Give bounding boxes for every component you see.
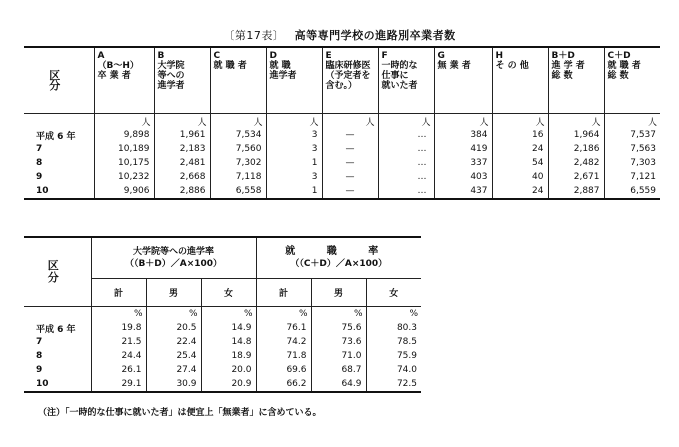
table-title-text: 高等専門学校の進路別卒業者数 xyxy=(294,29,456,42)
unit-cell: 人 xyxy=(154,114,210,129)
footnote: （注）「一時的な仕事に就いた者」は便宜上「無業者」に含めている。 xyxy=(38,408,322,418)
table-cell: 68.7 xyxy=(311,363,366,377)
table-cell: 2,482 xyxy=(548,156,604,170)
table-cell: 54 xyxy=(492,156,548,170)
table-cell: 24.4 xyxy=(91,349,146,363)
table-cell: 27.4 xyxy=(146,363,201,377)
row-label-header: 区 分 xyxy=(24,47,94,114)
table-cell: 7,563 xyxy=(604,142,660,156)
column-header-cd: C＋D 就 職 者 総 数 xyxy=(604,47,660,114)
unit-cell: 人 xyxy=(434,114,492,129)
table-cell: 66.2 xyxy=(256,377,311,392)
table-cell: 10,189 xyxy=(94,142,154,156)
table-cell: 7,121 xyxy=(604,170,660,184)
table-cell: 3 xyxy=(266,128,322,142)
table-cell: 3 xyxy=(266,170,322,184)
graduates-by-path-table xyxy=(24,46,660,200)
table-cell: — xyxy=(322,156,378,170)
table-cell: 80.3 xyxy=(366,321,421,335)
unit-row xyxy=(24,307,421,322)
table-cell: 7,560 xyxy=(210,142,266,156)
group-formula: （（B＋D）／A×100） xyxy=(124,259,223,269)
group-header-row xyxy=(24,237,421,279)
table-cell: … xyxy=(378,128,434,142)
table-cell: 2,671 xyxy=(548,170,604,184)
subcol-total: 計 xyxy=(256,279,311,307)
table-cell: 78.5 xyxy=(366,335,421,349)
table-cell: … xyxy=(378,156,434,170)
unit-cell: 人 xyxy=(548,114,604,129)
table-cell: 18.9 xyxy=(201,349,256,363)
table-cell: 7,537 xyxy=(604,128,660,142)
row-label: 7 xyxy=(36,144,43,154)
table-cell: 437 xyxy=(434,184,492,199)
table-cell: … xyxy=(378,184,434,199)
table-cell: 1 xyxy=(266,156,322,170)
table-cell: 10,232 xyxy=(94,170,154,184)
table-cell: 71.0 xyxy=(311,349,366,363)
table-cell: 30.9 xyxy=(146,377,201,392)
column-header-f: F 一時的な 仕事に 就いた者 xyxy=(378,47,434,114)
column-header-b: B 大学院 等への 進学者 xyxy=(154,47,210,114)
table-row xyxy=(24,363,421,377)
table-row xyxy=(24,335,421,349)
row-label: 8 xyxy=(36,351,43,361)
table-row xyxy=(24,142,660,156)
table-cell: 72.5 xyxy=(366,377,421,392)
row-label: 7 xyxy=(36,337,43,347)
group-title: 大学院等への進学率 xyxy=(132,247,214,257)
table-cell: 73.6 xyxy=(311,335,366,349)
table-cell: 21.5 xyxy=(91,335,146,349)
unit-row xyxy=(24,114,660,129)
table-cell: 419 xyxy=(434,142,492,156)
table-cell: — xyxy=(322,142,378,156)
table-cell: 75.6 xyxy=(311,321,366,335)
table-cell: 9,898 xyxy=(94,128,154,142)
table-cell: — xyxy=(322,184,378,199)
table-cell: 64.9 xyxy=(311,377,366,392)
table-cell: 76.1 xyxy=(256,321,311,335)
unit-cell: 人 xyxy=(492,114,548,129)
table-cell: 7,302 xyxy=(210,156,266,170)
table-cell: — xyxy=(322,128,378,142)
table-cell: 3 xyxy=(266,142,322,156)
table-cell: 1,964 xyxy=(548,128,604,142)
group-header-advancement xyxy=(91,237,256,279)
row-label-header: 区 分 xyxy=(24,237,91,307)
table-cell: … xyxy=(378,170,434,184)
subcol-female: 女 xyxy=(366,279,421,307)
subcol-male: 男 xyxy=(311,279,366,307)
table-cell: 1,961 xyxy=(154,128,210,142)
row-label: 平成 6 年 xyxy=(36,324,76,335)
table-row xyxy=(24,128,660,142)
column-header-c: C 就 職 者 xyxy=(210,47,266,114)
unit-cell: % xyxy=(256,307,311,322)
table-cell: 20.5 xyxy=(146,321,201,335)
table-cell: 19.8 xyxy=(91,321,146,335)
table-row xyxy=(24,321,421,335)
table-cell: 2,186 xyxy=(548,142,604,156)
table-number: 〔第17表〕 xyxy=(223,29,285,42)
table-cell: 24 xyxy=(492,142,548,156)
table-cell: 403 xyxy=(434,170,492,184)
table-cell: 14.8 xyxy=(201,335,256,349)
table-header-row xyxy=(24,47,660,114)
advancement-rate-table xyxy=(24,236,421,393)
subcol-male: 男 xyxy=(146,279,201,307)
group-header-employment xyxy=(256,237,421,279)
table-cell: 69.6 xyxy=(256,363,311,377)
table-cell: 2,887 xyxy=(548,184,604,199)
table-cell: 7,118 xyxy=(210,170,266,184)
table-cell: 75.9 xyxy=(366,349,421,363)
column-header-bd: B＋D 進 学 者 総 数 xyxy=(548,47,604,114)
unit-cell: 人 xyxy=(604,114,660,129)
unit-cell: 人 xyxy=(94,114,154,129)
row-label: 10 xyxy=(24,377,91,392)
unit-cell: 人 xyxy=(266,114,322,129)
table-cell: 24 xyxy=(492,184,548,199)
row-label: 平成 6 年 xyxy=(36,131,76,142)
row-label: 8 xyxy=(36,158,43,168)
table-cell: 71.8 xyxy=(256,349,311,363)
table-cell: 6,558 xyxy=(210,184,266,199)
table-row xyxy=(24,349,421,363)
table-row xyxy=(24,184,660,199)
table-cell: 22.4 xyxy=(146,335,201,349)
table-cell: 2,668 xyxy=(154,170,210,184)
column-header-e: E 臨床研修医 （予定者を 含む。） xyxy=(322,47,378,114)
table-title xyxy=(0,27,679,43)
table-cell: 16 xyxy=(492,128,548,142)
row-label: 9 xyxy=(36,365,43,375)
table-row xyxy=(24,377,421,392)
unit-cell: 人 xyxy=(210,114,266,129)
table-cell: 14.9 xyxy=(201,321,256,335)
table-row xyxy=(24,170,660,184)
column-header-a: A （B〜H） 卒 業 者 xyxy=(94,47,154,114)
group-title: 就 職 率 xyxy=(285,246,393,257)
table-row xyxy=(24,156,660,170)
table-cell: 1 xyxy=(266,184,322,199)
table-cell: 25.4 xyxy=(146,349,201,363)
table-cell: 384 xyxy=(434,128,492,142)
table-cell: 7,303 xyxy=(604,156,660,170)
table-cell: 40 xyxy=(492,170,548,184)
table-cell: 9,906 xyxy=(94,184,154,199)
table-cell: 10,175 xyxy=(94,156,154,170)
unit-cell: % xyxy=(91,307,146,322)
unit-cell: % xyxy=(311,307,366,322)
table-cell: 20.0 xyxy=(201,363,256,377)
table-cell: — xyxy=(322,170,378,184)
subcol-female: 女 xyxy=(201,279,256,307)
table-cell: 2,481 xyxy=(154,156,210,170)
table-cell: 2,886 xyxy=(154,184,210,199)
group-formula: （（C＋D）／A×100） xyxy=(290,259,388,269)
table-cell: 26.1 xyxy=(91,363,146,377)
unit-cell: % xyxy=(366,307,421,322)
table-cell: … xyxy=(378,142,434,156)
unit-cell: % xyxy=(201,307,256,322)
table-cell: 29.1 xyxy=(91,377,146,392)
row-label: 10 xyxy=(24,184,94,199)
unit-cell: 人 xyxy=(322,114,378,129)
unit-cell: % xyxy=(146,307,201,322)
unit-cell: 人 xyxy=(378,114,434,129)
table-cell: 74.0 xyxy=(366,363,421,377)
table-cell: 337 xyxy=(434,156,492,170)
table-cell: 20.9 xyxy=(201,377,256,392)
row-label: 9 xyxy=(36,172,43,182)
table-cell: 2,183 xyxy=(154,142,210,156)
column-header-h: H そ の 他 xyxy=(492,47,548,114)
table-cell: 6,559 xyxy=(604,184,660,199)
table-cell: 74.2 xyxy=(256,335,311,349)
table-cell: 7,534 xyxy=(210,128,266,142)
column-header-g: G 無 業 者 xyxy=(434,47,492,114)
column-header-d: D 就 職 進学者 xyxy=(266,47,322,114)
subcol-total: 計 xyxy=(91,279,146,307)
